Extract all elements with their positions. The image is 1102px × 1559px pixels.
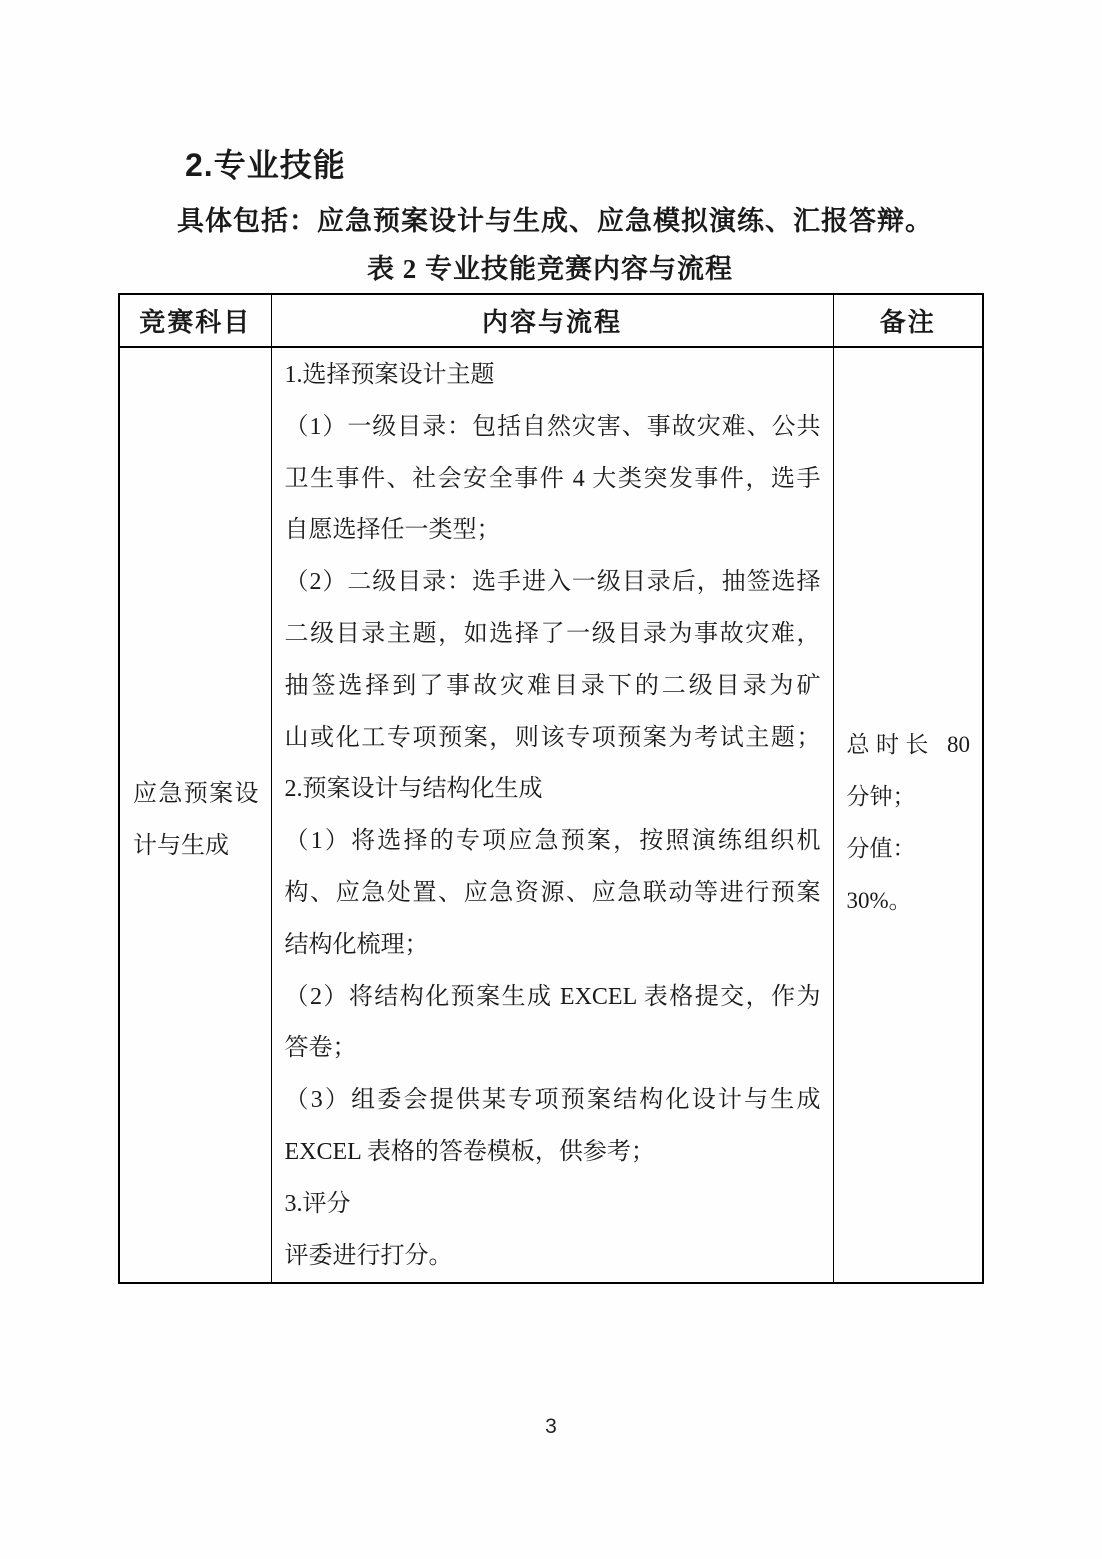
table-header-row	[119, 294, 983, 347]
table-text-line: 二级目录主题，如选择了一级目录为事故灾难，	[284, 620, 821, 647]
table-text-line: 卫生事件、社会安全事件 4 大类突发事件，选手	[284, 465, 821, 492]
cell-remark	[833, 347, 983, 1283]
remark-text	[847, 719, 971, 927]
table-text-line: 1.选择预案设计主题	[284, 362, 495, 388]
skills-competition-table	[118, 293, 984, 1284]
table-text-line: （2）二级目录：选手进入一级目录后，抽签选择	[284, 569, 821, 596]
table-text-line: 结构化梳理；	[284, 931, 429, 958]
cell-content-and-process	[271, 347, 833, 1283]
table-row	[119, 347, 983, 1283]
subject-text	[133, 768, 259, 872]
table-text-line: （2）将结构化预案生成 EXCEL 表格提交，作为	[284, 983, 821, 1010]
table-text-line: 分钟；	[846, 784, 916, 810]
table-text-line: 2.预案设计与结构化生成	[284, 776, 543, 803]
table-text-line: 评委进行打分。	[284, 1242, 453, 1269]
table-text-line: EXCEL 表格的答卷模板，供参考；	[284, 1138, 655, 1165]
page-number: 3	[545, 1415, 557, 1438]
table-text-line: 分值：30%。	[846, 836, 916, 914]
table-text-line: 构、应急处置、应急资源、应急联动等进行预案	[284, 879, 821, 906]
table-text-line: 应急预案设	[133, 781, 259, 808]
table-text-line: 计与生成	[133, 833, 229, 860]
column-header-remark: 备注	[833, 294, 983, 347]
table-caption: 表 2 专业技能竞赛内容与流程	[367, 254, 733, 284]
table-text-line: （1）将选择的专项应急预案，按照演练组织机	[284, 828, 821, 855]
intro-paragraph: 具体包括：应急预案设计与生成、应急模拟演练、汇报答辩。	[177, 206, 933, 236]
table-text-line: 自愿选择任一类型；	[284, 517, 501, 544]
table-text-line: （1）一级目录：包括自然灾害、事故灾难、公共	[284, 413, 821, 440]
column-header-subject: 竞赛科目	[119, 294, 271, 347]
section-heading: 2.专业技能	[185, 147, 346, 183]
table-text-line: 总时长 80	[846, 732, 970, 758]
content-text	[285, 350, 821, 1282]
table-text-line: （3）组委会提供某专项预案结构化设计与生成	[284, 1087, 821, 1114]
table-text-line: 抽签选择到了事故灾难目录下的二级目录为矿	[284, 672, 821, 699]
cell-competition-subject	[119, 347, 271, 1283]
table-text-line: 山或化工专项预案，则该专项预案为考试主题；	[284, 724, 821, 751]
table-text-line: 3.评分	[284, 1190, 351, 1217]
table-text-line: 答卷；	[284, 1035, 357, 1062]
column-header-content: 内容与流程	[271, 294, 833, 347]
